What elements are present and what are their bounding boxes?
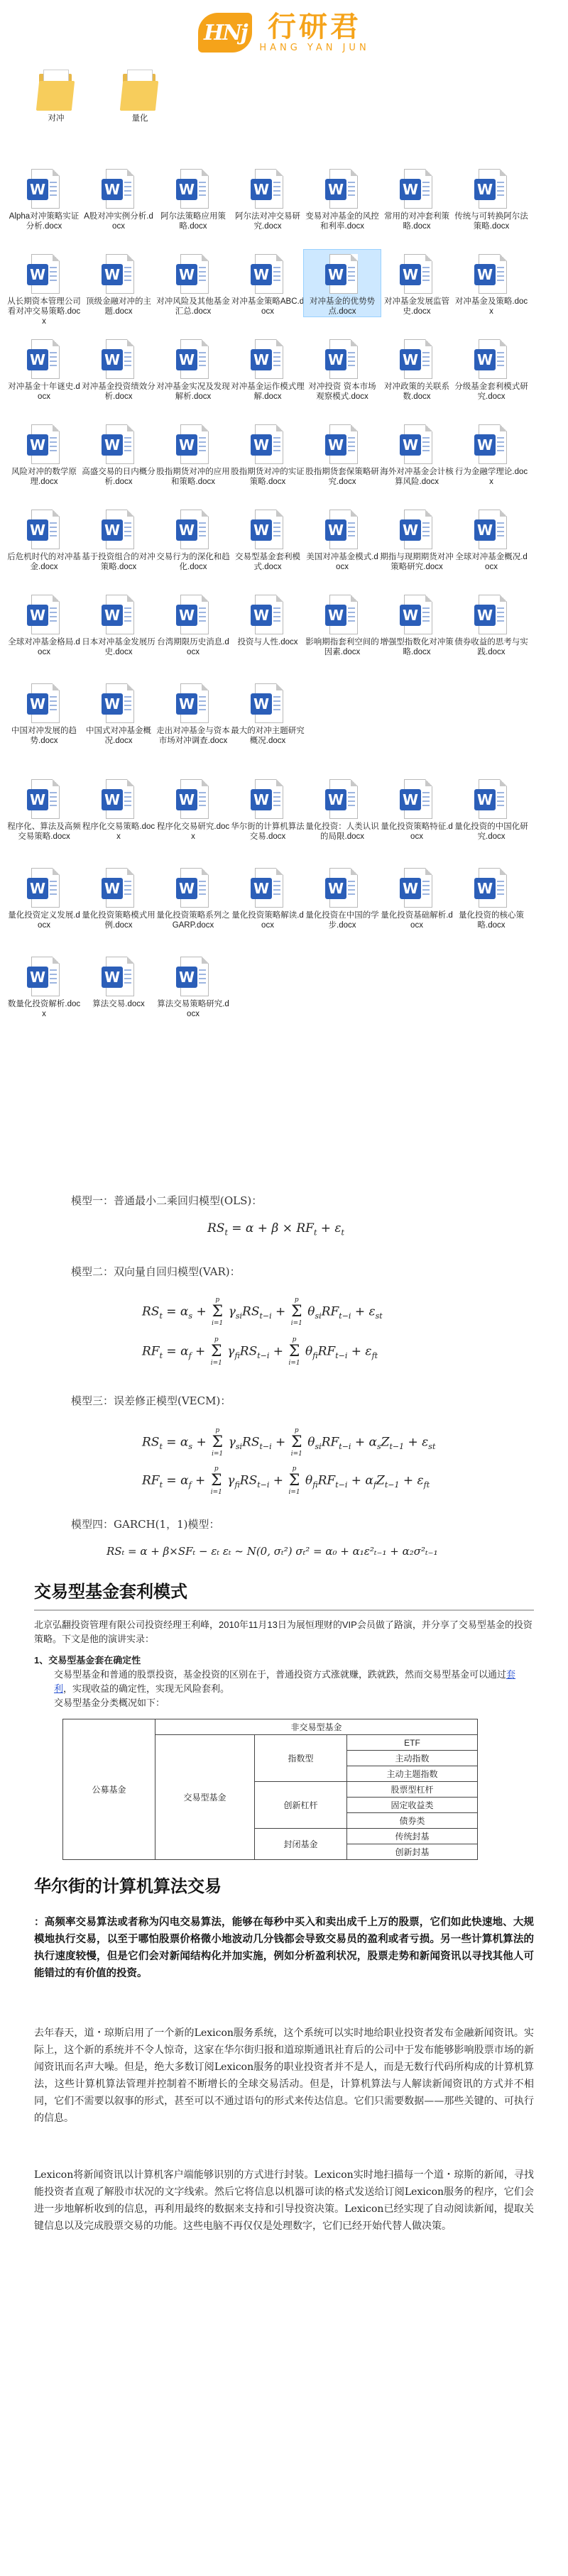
- word-doc-icon: W: [251, 169, 285, 210]
- word-doc-icon: W: [102, 779, 136, 820]
- word-doc-icon: W: [102, 683, 136, 725]
- file-label: 股指期货对冲的应用和策略.docx: [156, 468, 230, 486]
- word-doc-icon: W: [474, 169, 508, 210]
- file-label: 最大的对冲主题研究概况.docx: [231, 727, 305, 745]
- file-label: 量化投资策略特征.docx: [381, 822, 453, 841]
- file-label: 数量化投资解析.docx: [7, 1000, 81, 1018]
- word-doc-icon: W: [251, 339, 285, 380]
- file-label: 程序化、算法及高频交易策略.docx: [7, 822, 81, 841]
- file-item[interactable]: [6, 505, 82, 572]
- file-label: 量化投资在中国的学步.docx: [305, 911, 379, 930]
- model-4-title: 模型四：GARCH(1，1)模型：: [71, 1518, 220, 1531]
- model-2-equation-1: $RS_t = \alpha_s$ + p Σ i=1 $\gamma_{si}RS_{t-i}$ + p Σ i=1 $\theta_{si}RF_{t-i} + \varepsilon_{st}$: [142, 1297, 383, 1327]
- table-cell: 非交易型基金: [155, 1719, 478, 1735]
- file-label: Alpha对冲策略实证分析.docx: [9, 212, 80, 231]
- model-1-title: 模型一：普通最小二乘回归模型(OLS)：: [71, 1194, 263, 1207]
- table-cell: ETF: [347, 1735, 478, 1751]
- article-1-paragraph-1: 交易型基金和普通的股票投资，基金投资的区别在于，普通投资方式涨就赚，跌就跌，然而交易型基金可以通过套利，实现收益的确定性，实现无风险套利。: [54, 1669, 516, 1694]
- file-label: 量化投资的核心策略.docx: [459, 911, 524, 930]
- folder-icon: [120, 68, 160, 112]
- file-label: 阿尔法对冲交易研究.docx: [235, 212, 300, 231]
- file-label: 风险对冲的数学原理.docx: [11, 468, 77, 486]
- file-label: 量化投资策略系列之GARP.docx: [156, 911, 230, 930]
- file-label: 量化投资策略模式用例.docx: [82, 911, 155, 930]
- model-1-equation: $RS_t = \alpha + \beta \times RF_t + \varepsilon_t$: [207, 1221, 344, 1238]
- logo-mark-icon: [198, 13, 252, 53]
- word-doc-icon: W: [251, 868, 285, 909]
- brand-name-en: HANG YAN JUN: [259, 43, 370, 53]
- table-cell: 传统封基: [347, 1829, 478, 1844]
- file-label: 影响期指套利空间的因素.docx: [305, 638, 379, 656]
- word-doc-icon: W: [27, 683, 61, 725]
- file-label: 量化投资策略解读.docx: [231, 911, 304, 930]
- file-label: 行为金融学理论.docx: [454, 468, 528, 486]
- word-doc-icon: W: [176, 868, 210, 909]
- word-doc-icon: W: [102, 424, 136, 466]
- file-label: 算法交易.docx: [92, 1000, 145, 1008]
- article-1-title: 交易型基金套利模式: [34, 1582, 187, 1602]
- file-item[interactable]: [155, 590, 231, 657]
- file-label: 后危机时代的对冲基金.docx: [7, 553, 81, 571]
- file-item[interactable]: [80, 250, 157, 317]
- file-item[interactable]: [229, 864, 306, 930]
- word-doc-icon: W: [176, 339, 210, 380]
- file-item[interactable]: [6, 864, 82, 930]
- word-doc-icon: W: [27, 957, 61, 998]
- file-label: 从长期资本管理公司看对冲交易策略.docx: [7, 297, 81, 326]
- word-doc-icon: W: [251, 595, 285, 636]
- model-2-title: 模型二：双向量自回归模型(VAR)：: [71, 1265, 241, 1278]
- file-label: 对冲投资 资本市场观察模式.docx: [308, 382, 376, 401]
- file-item[interactable]: [378, 165, 455, 231]
- word-doc-icon: W: [325, 868, 359, 909]
- file-item[interactable]: [304, 420, 381, 487]
- file-item[interactable]: [155, 420, 231, 487]
- word-doc-icon: W: [27, 424, 61, 466]
- file-label: A股对冲实例分析.docx: [84, 212, 153, 231]
- file-item[interactable]: [453, 165, 530, 231]
- table-cell: 主动指数: [347, 1751, 478, 1766]
- model-3-title: 模型三：误差修正模型(VECM)：: [71, 1394, 231, 1407]
- word-doc-icon: W: [176, 510, 210, 551]
- word-doc-icon: W: [251, 683, 285, 725]
- table-cell: 股票型杠杆: [347, 1782, 478, 1798]
- file-item[interactable]: [155, 775, 231, 842]
- file-label: 投资与人性.docx: [237, 638, 298, 646]
- table-cell: 公募基金: [63, 1719, 155, 1860]
- word-doc-icon: W: [400, 510, 434, 551]
- logo-mark-text: HNj: [204, 20, 247, 45]
- file-item[interactable]: [378, 335, 455, 402]
- word-doc-icon: W: [400, 169, 434, 210]
- file-label: 美国对冲基金模式.docx: [306, 553, 378, 571]
- file-item[interactable]: [229, 505, 306, 572]
- table-cell: 交易型基金: [155, 1735, 255, 1860]
- file-item[interactable]: [453, 505, 530, 572]
- word-doc-icon: W: [27, 779, 61, 820]
- word-doc-icon: W: [27, 868, 61, 909]
- file-item[interactable]: [229, 775, 306, 842]
- word-doc-icon: W: [400, 339, 434, 380]
- file-label: 债券收益的思考与实践.docx: [454, 638, 528, 656]
- brand-logo: [198, 11, 369, 54]
- file-item[interactable]: [6, 420, 82, 487]
- file-label: 阿尔法策略应用策略.docx: [160, 212, 226, 231]
- file-label: 对冲基金的优势势点.docx: [310, 297, 375, 316]
- word-doc-icon: W: [325, 510, 359, 551]
- word-doc-icon: W: [251, 254, 285, 295]
- file-item[interactable]: [6, 335, 82, 402]
- file-label: 中国式对冲基金概况.docx: [86, 727, 151, 745]
- file-label: 基于投资组合的对冲策略.docx: [82, 553, 155, 571]
- file-item[interactable]: [453, 420, 530, 487]
- word-doc-icon: W: [27, 169, 61, 210]
- file-item[interactable]: [229, 420, 306, 487]
- file-item[interactable]: [6, 952, 82, 1019]
- file-label: 交易行为的深化和趋化.docx: [156, 553, 230, 571]
- file-item[interactable]: [229, 165, 306, 231]
- file-item[interactable]: [229, 679, 306, 746]
- file-item[interactable]: [80, 505, 157, 572]
- file-label: 传统与可转换阿尔法策略.docx: [454, 212, 528, 231]
- file-label: 算法交易策略研究.docx: [157, 1000, 229, 1018]
- folder-item[interactable]: [18, 65, 94, 123]
- article-1-section-heading: 1、交易型基金套在确定性: [34, 1655, 141, 1666]
- file-label: 对冲基金投资绩效分析.docx: [82, 382, 155, 401]
- file-label: 变易对冲基金的风控和利率.docx: [305, 212, 379, 231]
- file-label: 对冲基金运作模式理解.docx: [231, 382, 305, 401]
- folder-icon: [36, 68, 76, 112]
- word-doc-icon: W: [176, 683, 210, 725]
- article-1-intro: 北京弘翻投资管理有限公司投资经理王利峰，2010年11月13日为展恒理财的VIP会员做了路演，并分享了交易型基金的投资策略。下文是他的演讲实录：: [34, 1619, 532, 1644]
- word-doc-icon: W: [251, 779, 285, 820]
- file-item[interactable]: [80, 420, 157, 487]
- word-doc-icon: W: [400, 254, 434, 295]
- file-label: 对冲基金实况及发现解析.docx: [156, 382, 230, 401]
- file-label: 量化: [131, 114, 148, 123]
- file-label: 全球对冲基金概况.docx: [455, 553, 528, 571]
- model-4-equation: RSₜ = α + β×SFₜ − εₜ εₜ ~ N(0, σₜ²) σₜ² = α₀ + α₁ε²ₜ₋₁ + α₂σ²ₜ₋₁: [106, 1545, 438, 1558]
- file-item[interactable]: [304, 505, 381, 572]
- file-item[interactable]: [304, 864, 381, 930]
- file-item[interactable]: [80, 335, 157, 402]
- file-item[interactable]: [6, 679, 82, 746]
- file-label: 量化投资：人类认识的局限.docx: [305, 822, 379, 841]
- table-cell: 创新杠杆: [255, 1782, 347, 1829]
- word-doc-icon: W: [400, 868, 434, 909]
- file-label: 对冲政策的关联系数.docx: [384, 382, 449, 401]
- word-doc-icon: W: [325, 595, 359, 636]
- file-label: 华尔街的计算机算法交易.docx: [231, 822, 305, 841]
- file-label: 走出对冲基金与资本市场对冲调查.docx: [156, 727, 230, 745]
- file-item[interactable]: [453, 775, 530, 842]
- file-item[interactable]: [304, 250, 381, 317]
- file-label: 分级基金套利模式研究.docx: [454, 382, 528, 401]
- word-doc-icon: W: [27, 339, 61, 380]
- word-doc-icon: W: [400, 424, 434, 466]
- table-cell: 债券类: [347, 1813, 478, 1829]
- file-item[interactable]: [80, 590, 157, 657]
- file-label: 交易型基金套利模式.docx: [235, 553, 300, 571]
- file-item[interactable]: [6, 250, 82, 326]
- model-3-equation-1: $RS_t = \alpha_s$ + p Σ i=1 $\gamma_{si}RS_{t-i}$ + p Σ i=1 $\theta_{si}RF_{t-i} + \alpha_sZ_{t-1} + \varepsilon_{st}$: [142, 1427, 436, 1458]
- arbitrage-link[interactable]: 套利: [54, 1669, 516, 1694]
- article-2-paragraph-2: Lexicon将新闻资讯以计算机客户端能够识别的方式进行封装。Lexicon实时地扫描每一个道・琼斯的新闻，寻找能投资者直观了解股市状况的文字线索。然后它将信息以机器可读的格式发送给订阅Lexicon服务的程序，它们会进一步地解析收到的信息，再利用最终的数据来支持和引导投资决策。Lexicon已经实现了自动阅读新闻，提取关键信息以及完成股票交易的功能。这些电脑不再仅仅是处理数字，它们已经开始代替人做决策。: [34, 2169, 534, 2232]
- word-doc-icon: W: [474, 424, 508, 466]
- file-item[interactable]: [229, 335, 306, 402]
- file-label: 对冲基金十年谜史.docx: [8, 382, 80, 401]
- table-cell: 封闭基金: [255, 1829, 347, 1860]
- table-cell: 主动主题指数: [347, 1766, 478, 1782]
- file-item[interactable]: [80, 864, 157, 930]
- word-doc-icon: W: [400, 595, 434, 636]
- file-item[interactable]: [155, 165, 231, 231]
- word-doc-icon: W: [176, 424, 210, 466]
- file-label: 全球对冲基金格局.docx: [8, 638, 80, 656]
- file-item[interactable]: [155, 864, 231, 930]
- word-doc-icon: W: [400, 779, 434, 820]
- file-item[interactable]: [304, 335, 381, 402]
- file-label: 对冲风险及其他基金汇总.docx: [156, 297, 230, 316]
- file-label: 对冲: [48, 114, 65, 123]
- word-doc-icon: W: [325, 424, 359, 466]
- file-label: 量化投资的中国化研究.docx: [454, 822, 528, 841]
- file-item[interactable]: [304, 165, 381, 231]
- model-formulas: [0, 1190, 568, 1712]
- word-doc-icon: W: [251, 424, 285, 466]
- file-label: 高盛交易的日内概分析.docx: [82, 468, 155, 486]
- word-doc-icon: W: [102, 339, 136, 380]
- title-divider: [34, 1609, 534, 1611]
- article-2-lead: ：高频率交易算法或者称为闪电交易算法，能够在每秒中买入和卖出成千上万的股票，它们如此快速地、大规模地执行交易，以至于哪怕股票价格微小地波动几分钱都会导致交易员的盈利或者亏损。另一些计算机算法的执行速度较慢，但是它们会对新闻结构化并加实施，例如分析盈利状况，股票走势和新闻资讯以寻找其他人可能错过的有价值的投资。: [34, 1916, 534, 1979]
- word-doc-icon: W: [251, 510, 285, 551]
- file-item[interactable]: [378, 590, 455, 657]
- file-label: 中国对冲发展的趋势.docx: [11, 727, 77, 745]
- file-item[interactable]: [155, 250, 231, 317]
- file-item[interactable]: [80, 165, 157, 231]
- file-label: 对冲基金发展监管史.docx: [384, 297, 449, 316]
- word-doc-icon: W: [102, 595, 136, 636]
- file-label: 股指期货套保策略研究.docx: [305, 468, 379, 486]
- article-2-title: 华尔街的计算机算法交易: [34, 1876, 222, 1896]
- word-doc-icon: W: [27, 254, 61, 295]
- file-item[interactable]: [6, 590, 82, 657]
- word-doc-icon: W: [102, 957, 136, 998]
- word-doc-icon: W: [176, 169, 210, 210]
- article-2-paragraph-1: 去年春天，道・琼斯启用了一个新的Lexicon服务系统，这个系统可以实时地给职业投资者发布金融新闻资讯。实际上，这个新的系统并不令人惊奇，这家在华尔街归报和道琼斯通讯社育后的公司中于发布能够影响股票市场的新闻资讯而名声大噪。但是，绝大多数订阅Lexicon服务的职业投资者并不是人，而是无数行代码所构成的计算机算法，这些计算机算法管理并控制着不断增长的全球交易活动。但是，计算机算法与人解读新闻资讯的方式并不相同，它们不需要以叙事的形式，甚至可以不通过语句的形式来传达信息。它们只需要数据——那些关键的、可执行的信息。: [34, 2027, 534, 2124]
- word-doc-icon: W: [325, 779, 359, 820]
- word-doc-icon: W: [102, 254, 136, 295]
- word-doc-icon: W: [176, 254, 210, 295]
- word-doc-icon: W: [102, 510, 136, 551]
- word-doc-icon: W: [102, 169, 136, 210]
- file-item[interactable]: [6, 775, 82, 842]
- file-item[interactable]: [304, 590, 381, 657]
- word-doc-icon: W: [474, 254, 508, 295]
- file-item[interactable]: [229, 250, 306, 317]
- word-doc-icon: W: [102, 868, 136, 909]
- file-label: 增强型指数化对冲策略.docx: [380, 638, 454, 656]
- file-item[interactable]: [453, 250, 530, 317]
- file-label: 对冲基金及策略.docx: [454, 297, 528, 316]
- word-doc-icon: W: [27, 595, 61, 636]
- file-label: 顶级金融对冲的主题.docx: [86, 297, 151, 316]
- file-label: 海外对冲基金会计核算风险.docx: [380, 468, 454, 486]
- file-label: 台湾期限历史消息.docx: [157, 638, 229, 656]
- word-doc-icon: W: [176, 957, 210, 998]
- file-label: 程序化交易研究.docx: [156, 822, 230, 841]
- file-item[interactable]: [80, 679, 157, 746]
- model-3-equation-2: $RF_t = \alpha_f$ + p Σ i=1 $\gamma_{fi}RS_{t-i}$ + p Σ i=1 $\theta_{fi}RF_{t-i} + \alpha_fZ_{t-1} + \varepsilon_{ft}$: [142, 1465, 430, 1496]
- file-label: 日本对冲基金发展历史.docx: [82, 638, 155, 656]
- table-cell: 固定收益类: [347, 1798, 478, 1813]
- table-cell: 指数型: [255, 1735, 347, 1782]
- file-label: 股指期货对冲的实证策略.docx: [231, 468, 305, 486]
- file-item[interactable]: [453, 864, 530, 930]
- file-item[interactable]: [378, 505, 455, 572]
- file-item[interactable]: [80, 952, 157, 1009]
- file-label: 常用的对冲套利策略.docx: [384, 212, 449, 231]
- file-item[interactable]: [155, 505, 231, 572]
- file-label: 量化投资定义发展.docx: [8, 911, 80, 930]
- file-item[interactable]: [229, 590, 306, 647]
- file-item[interactable]: [378, 864, 455, 930]
- article-algo-trading: [0, 1874, 568, 2235]
- word-doc-icon: W: [474, 339, 508, 380]
- word-doc-icon: W: [27, 510, 61, 551]
- fund-classification-table: [62, 1719, 478, 1860]
- file-label: 程序化交易策略.docx: [82, 822, 155, 841]
- word-doc-icon: W: [176, 595, 210, 636]
- file-item[interactable]: [453, 335, 530, 402]
- file-item[interactable]: [378, 775, 455, 842]
- word-doc-icon: W: [176, 779, 210, 820]
- word-doc-icon: W: [474, 595, 508, 636]
- word-doc-icon: W: [474, 868, 508, 909]
- word-doc-icon: W: [325, 339, 359, 380]
- word-doc-icon: W: [325, 169, 359, 210]
- word-doc-icon: W: [474, 779, 508, 820]
- article-fund-arbitrage: [0, 1580, 568, 1710]
- file-item[interactable]: [155, 335, 231, 402]
- brand-header: [0, 0, 568, 65]
- table-cell: 创新封基: [347, 1844, 478, 1860]
- file-item[interactable]: [378, 420, 455, 487]
- file-item[interactable]: [6, 165, 82, 231]
- brand-name: 行研君: [267, 11, 361, 43]
- model-2-equation-2: $RF_t = \alpha_f$ + p Σ i=1 $\gamma_{fi}RS_{t-i}$ + p Σ i=1 $\theta_{fi}RF_{t-i} + \varepsilon_{ft}$: [142, 1336, 378, 1367]
- word-doc-icon: W: [325, 254, 359, 295]
- article-1-paragraph-2: 交易型基金分类概况如下：: [54, 1697, 165, 1708]
- file-label: 对冲基金策略ABC.docx: [231, 297, 305, 316]
- file-item[interactable]: [304, 775, 381, 842]
- file-item[interactable]: [155, 952, 231, 1019]
- file-label: 期指与现期期货对冲策略研究.docx: [380, 553, 454, 571]
- word-doc-icon: W: [474, 510, 508, 551]
- file-label: 量化投资基础解析.docx: [381, 911, 453, 930]
- file-item[interactable]: [378, 250, 455, 317]
- file-item[interactable]: [80, 775, 157, 842]
- file-explorer: [0, 65, 568, 1190]
- file-item[interactable]: [453, 590, 530, 657]
- file-item[interactable]: [155, 679, 231, 746]
- folder-item[interactable]: [102, 65, 178, 123]
